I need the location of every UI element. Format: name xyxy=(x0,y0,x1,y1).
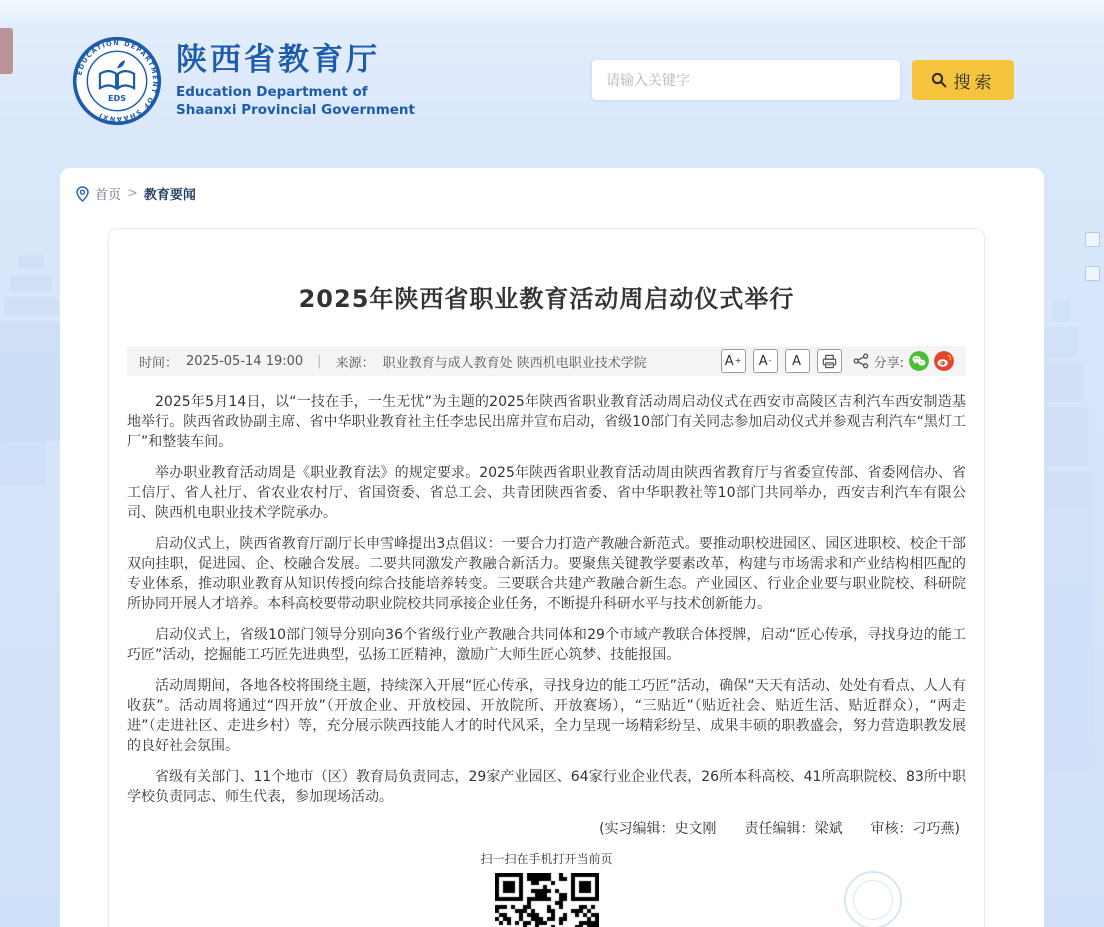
meta-source-value: 职业教育与成人教育处 陕西机电职业技术学院 xyxy=(382,355,647,371)
qr-code xyxy=(495,873,599,927)
editors-line: (实习编辑：史文刚 责任编辑：梁斌 审核：刁巧燕) xyxy=(599,821,960,837)
article-paragraph: 省级有关部门、11个地市（区）教育局负责同志，29家产业园区、64家行业企业代表，26所本科高校、41所高职院校、83所中职学校负责同志、师生代表，参加现场活动。 xyxy=(127,769,966,805)
article-title: 2025年陕西省职业教育活动周启动仪式举行 xyxy=(298,285,795,313)
edge-square-decoration xyxy=(1085,266,1100,281)
weibo-share-icon[interactable] xyxy=(934,351,954,371)
font-increase-button[interactable] xyxy=(721,349,746,373)
content-panel xyxy=(60,168,1044,927)
font-decrease-button[interactable] xyxy=(753,349,778,373)
printer-icon xyxy=(822,354,837,369)
site-title: 陕西省教育厅 xyxy=(176,41,380,78)
article-paragraph: 2025年5月14日，以“一技在手，一生无忧”为主题的2025年陕西省职业教育活动周启动仪式在西安市高陵区吉利汽车西安制造基地举行。陕西省政协副主席、省中华职业教育社主任李忠民出席并宣布启动，省级10部门有关同志参加启动仪式并参观吉利汽车“黑灯工厂”和整装车间。 xyxy=(127,394,966,450)
font-reset-button[interactable] xyxy=(785,349,810,373)
seal-ring-text: EDUCATION DEPARTMENT OF SHAANXI xyxy=(75,38,160,124)
font-reset-label: A xyxy=(792,353,802,369)
corner-accent-decoration xyxy=(0,28,13,74)
qr-caption: 扫一扫在手机打开当前页 xyxy=(480,852,613,866)
city-wall-silhouette xyxy=(0,385,46,485)
location-pin-icon xyxy=(76,186,89,202)
breadcrumb xyxy=(76,184,196,203)
font-decrease-label: A xyxy=(758,353,768,369)
site-subtitle-line1: Education Department of xyxy=(176,83,368,100)
print-button[interactable] xyxy=(817,349,842,373)
edge-square-decoration xyxy=(1085,232,1100,247)
meta-time-label: 时间： xyxy=(139,355,179,371)
site-subtitle-line2: Shaanxi Provincial Government xyxy=(176,101,415,118)
left-pagoda-silhouette xyxy=(0,255,62,495)
breadcrumb-separator: > xyxy=(127,186,138,201)
article-card xyxy=(108,228,985,927)
breadcrumb-home-link[interactable]: 首页 xyxy=(95,188,122,203)
wechat-share-icon[interactable] xyxy=(909,351,929,371)
meta-divider: | xyxy=(317,353,322,369)
article-paragraph: 举办职业教育活动周是《职业教育法》的规定要求。2025年陕西省职业教育活动周由陕西省教育厅与省委宣传部、省委网信办、省工信厅、省人社厅、省农业农村厅、省国资委、省总工会、共青团陕西省委、省中华职教社等10部门共同举办，西安吉利汽车有限公司、陕西机电职业技术学院承办。 xyxy=(127,465,966,521)
watermark-seal xyxy=(844,871,902,927)
font-increase-label: A xyxy=(724,353,734,369)
breadcrumb-current: 教育要闻 xyxy=(143,188,196,203)
article-paragraph: 活动周期间，各地各校将围绕主题，持续深入开展“匠心传承，寻找身边的能工巧匠”活动，确保“天天有活动、处处有看点、人人有收获”。活动周将通过“四开放”（开放企业、开放校园、开放院所、开放赛场），“三贴近”（贴近社会、贴近生活、贴近群众），“两走进”（走进社区、走进乡村）等，充分展示陕西技能人才的时代风采，全力呈现一场精彩纷呈、成果丰硕的职教盛会，努力营造职教发展的良好社会氛围。 xyxy=(127,678,966,754)
seal-acronym: EDS xyxy=(107,92,127,103)
education-department-seal-icon xyxy=(72,36,162,126)
site-logo[interactable] xyxy=(72,36,415,126)
font-increase-sup: + xyxy=(734,356,742,365)
article-paragraph: 启动仪式上，陕西省教育厅副厅长申雪峰提出3点倡议：一要合力打造产教融合新范式。要推动职校进园区、园区进职校、校企干部双向挂职，促进园、企、校融合发展。二要共同激发产教融合新活力。要聚焦关键教学要素改革，构建与市场需求和产业结构相匹配的专业体系，推动职业教育从知识传授向综合技能培养转变。三要联合共建产教融合新生态。产业园区、行业企业要与职业院校、科研院所协同开展人才培养。本科高校要带动职业院校共同承接企业任务，不断提升科研水平与技术创新能力。 xyxy=(127,536,966,612)
qr-block xyxy=(127,850,966,927)
share-label: 分享: xyxy=(873,355,904,371)
meta-source-label: 来源： xyxy=(335,355,375,371)
article-meta-bar xyxy=(127,346,966,376)
search-input[interactable] xyxy=(592,60,900,100)
meta-time-value: 2025-05-14 19:00 xyxy=(186,353,304,369)
search-button[interactable] xyxy=(912,60,1014,100)
search-button-label: 搜索 xyxy=(953,72,996,93)
search-icon xyxy=(931,72,947,88)
share-icon xyxy=(853,353,869,369)
font-decrease-sup: - xyxy=(768,356,772,365)
article-body xyxy=(127,392,966,807)
article-paragraph: 启动仪式上，省级10部门领导分别向36个省级行业产教融合共同体和29个市域产教联合体授牌，启动“匠心传承，寻找身边的能工巧匠”活动，挖掘能工巧匠先进典型，弘扬工匠精神，激励广大师生匠心筑梦、技能报国。 xyxy=(127,627,966,663)
